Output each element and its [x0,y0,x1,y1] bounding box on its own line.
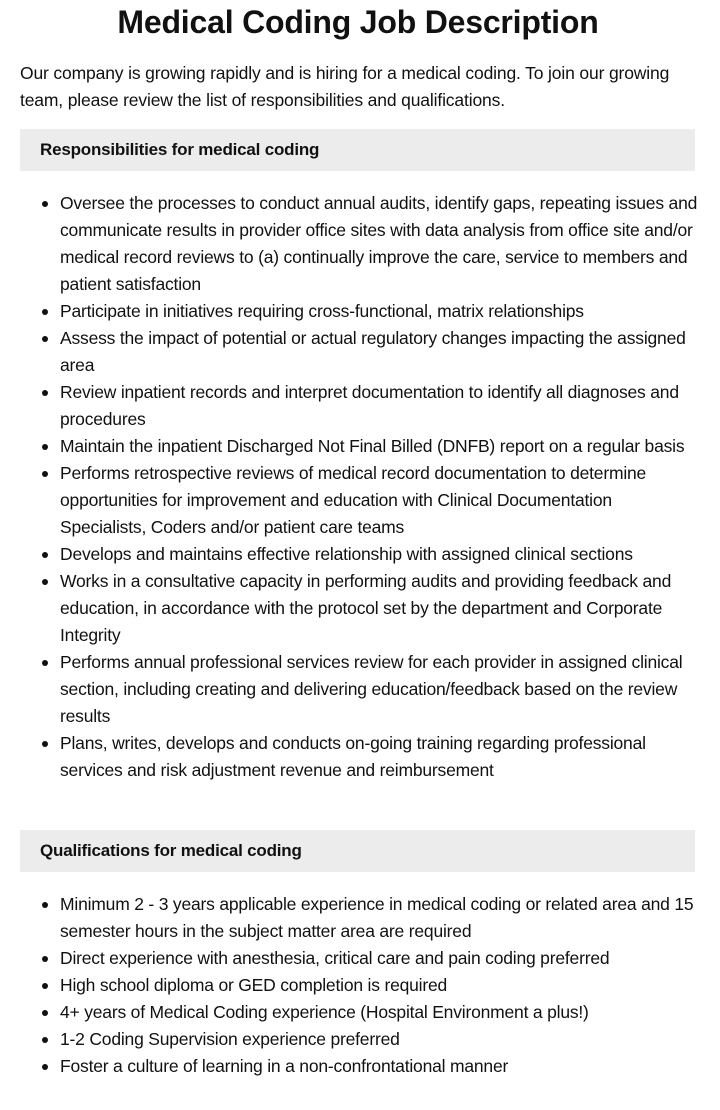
bullet-icon [42,1010,48,1016]
bullet-icon [42,552,48,558]
list-item [60,460,700,541]
list-item-text: Review inpatient records and interpret documentation to identify all diagnoses and procedures [60,382,679,429]
list-item [60,568,700,649]
responsibilities-heading: Responsibilities for medical coding [20,129,695,171]
list-item-text: Participate in initiatives requiring cross-functional, matrix relationships [60,301,584,321]
list-item-text: Develops and maintains effective relationship with assigned clinical sections [60,544,633,564]
list-item [60,972,700,999]
list-item [60,433,700,460]
qualifications-heading: Qualifications for medical coding [20,830,695,872]
bullet-icon [42,579,48,585]
bullet-icon [42,660,48,666]
list-item [60,649,700,730]
list-item-text: Minimum 2 - 3 years applicable experience in medical coding or related area and 15 semester hours in the subject matter area are required [60,894,694,941]
qualifications-list [20,891,700,1080]
bullet-icon [42,1064,48,1070]
bullet-icon [42,983,48,989]
bullet-icon [42,956,48,962]
bullet-icon [42,201,48,207]
list-item [60,891,700,945]
list-item [60,730,700,784]
list-item-text: High school diploma or GED completion is required [60,975,448,995]
bullet-icon [42,902,48,908]
list-item [60,298,700,325]
list-item [60,190,700,298]
list-item-text: 4+ years of Medical Coding experience (Hospital Environment a plus!) [60,1002,589,1022]
list-item [60,325,700,379]
list-item-text: Oversee the processes to conduct annual audits, identify gaps, repeating issues and communicate results in provider office sites with data analysis from office site and/or medical record reviews to (a) continually improve the care, service to members and patient satisfaction [60,193,698,294]
bullet-icon [42,741,48,747]
page-title: Medical Coding Job Description [117,4,599,40]
list-item [60,1053,700,1080]
bullet-icon [42,444,48,450]
bullet-icon [42,309,48,315]
list-item [60,379,700,433]
list-item [60,999,700,1026]
responsibilities-list [20,190,700,784]
list-item-text: Performs retrospective reviews of medical record documentation to determine opportunities for improvement and education with Clinical Documentation Specialists, Coders and/or patient care teams [60,463,647,537]
list-item-text: Assess the impact of potential or actual regulatory changes impacting the assigned area [60,328,686,375]
list-item-text: Foster a culture of learning in a non-confrontational manner [60,1056,509,1076]
list-item-text: Maintain the inpatient Discharged Not Final Billed (DNFB) report on a regular basis [60,436,685,456]
list-item-text: Works in a consultative capacity in performing audits and providing feedback and education, in accordance with the protocol set by the department and Corporate Integrity [60,571,672,645]
bullet-icon [42,1037,48,1043]
bullet-icon [42,336,48,342]
list-item [60,945,700,972]
list-item [60,541,700,568]
bullet-icon [42,390,48,396]
bullet-icon [42,471,48,477]
list-item [60,1026,700,1053]
list-item-text: Direct experience with anesthesia, critical care and pain coding preferred [60,948,610,968]
list-item-text: 1-2 Coding Supervision experience preferred [60,1029,400,1049]
intro-paragraph: Our company is growing rapidly and is hiring for a medical coding. To join our growing team, please review the list of responsibilities and qualifications. [20,63,670,110]
list-item-text: Plans, writes, develops and conducts on-going training regarding professional services and risk adjustment revenue and reimbursement [60,733,646,780]
list-item-text: Performs annual professional services review for each provider in assigned clinical section, including creating and delivering education/feedback based on the review results [60,652,683,726]
